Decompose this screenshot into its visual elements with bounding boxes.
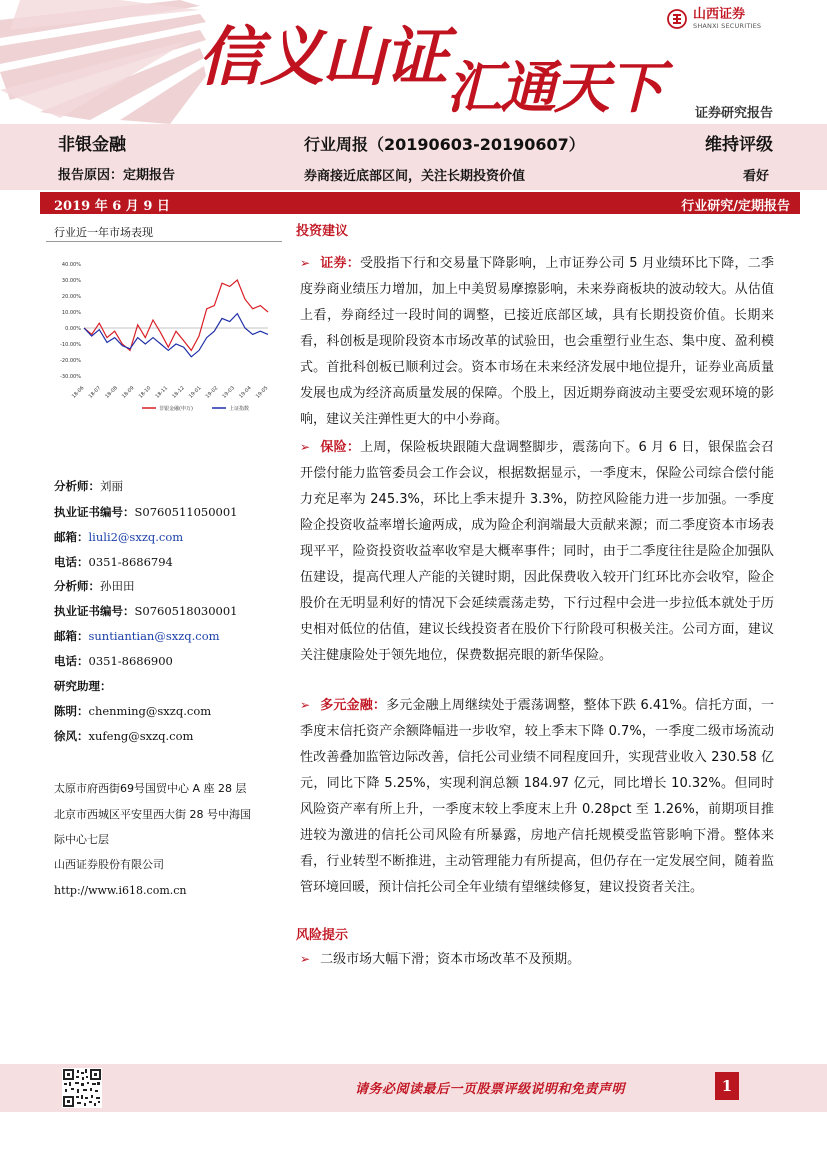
x-tick-label: 19-01 <box>187 385 203 400</box>
mail-label: 邮箱： <box>54 530 89 544</box>
x-tick-label: 18-06 <box>70 385 86 400</box>
x-tick-label: 18-09 <box>121 385 136 400</box>
reason-label: 报告原因： <box>58 168 124 183</box>
company-logo <box>667 8 761 30</box>
cert-value: S0760518030001 <box>134 604 238 618</box>
outlook: 看好 <box>742 169 769 184</box>
analyst-1 <box>54 478 123 494</box>
section-heading: 投资建议 <box>296 224 349 239</box>
x-tick-label: 18-10 <box>137 385 153 400</box>
analyst-2-tel <box>54 653 173 669</box>
analyst-2 <box>54 578 135 594</box>
address-line: 际中心七层 <box>54 833 109 846</box>
market-chart <box>46 244 282 422</box>
assistant-mail: chenming@sxzq.com <box>88 704 212 718</box>
bullet-arrow-icon: ➢ <box>300 256 311 270</box>
page-number: 1 <box>715 1072 739 1100</box>
analyst-1-tel <box>54 554 173 570</box>
report-date: 2019 年 6 月 9 日 <box>54 199 170 214</box>
header-banner <box>0 0 827 124</box>
analyst-name: 孙田田 <box>100 579 135 593</box>
qr-code-icon <box>62 1068 102 1108</box>
report-type: 证券研究报告 <box>694 106 773 121</box>
bullet-arrow-icon: ➢ <box>300 698 311 712</box>
y-tick-label: 40.00% <box>61 262 81 268</box>
x-tick-label: 18-08 <box>104 385 119 400</box>
cert-label: 执业证书编号： <box>54 604 135 618</box>
report-subtitle: 券商接近底部区间，关注长期投资价值 <box>304 169 526 184</box>
paragraph-securities <box>300 250 774 433</box>
y-tick-label: 0.00% <box>65 326 81 332</box>
paragraph-text: 受股指下行和交易量下降影响，上市证券公司 5 月业绩环比下降，二季度券商业绩压力增加，加上中美贸易摩擦影响，未来券商板块的波动较大。从估值上看，券商经过一段时间的调整，已接近底部区域，具有长期投资价值。长期来看，科创板是现阶段资本市场改革的试验田，也会重塑行业生态、集中度、盈利模式。首批科创板已顺利过会。资本市场在未来经济发展中地位提升，证券业高质量发展也成为经济高质量发展的保障。个股上，因近期券商波动主要受宏观环境的影响，建议关注弹性更大的中小券商。 <box>300 256 774 427</box>
y-tick-label: 20.00% <box>61 294 81 300</box>
company-full-name: 山西证券股份有限公司 <box>54 858 164 871</box>
bullet-arrow-icon: ➢ <box>300 952 311 966</box>
report-title: 行业周报（20190603-20190607） <box>304 135 585 154</box>
company-cn: 山西证券 <box>693 7 746 22</box>
email-link[interactable]: suntiantian@sxzq.com <box>88 629 220 643</box>
y-tick-label: -10.00% <box>60 342 81 348</box>
tel-value: 0351-8686900 <box>88 654 173 668</box>
assistant-mail: xufeng@sxzq.com <box>88 729 194 743</box>
reason-value: 定期报告 <box>123 168 176 183</box>
cert-value: S0760511050001 <box>134 505 238 519</box>
address-line: 北京市西城区平安里西大街 28 号中海国 <box>54 808 251 821</box>
section-heading: 风险提示 <box>296 928 349 943</box>
assistant-2 <box>54 728 193 744</box>
y-tick-label: -30.00% <box>60 374 81 380</box>
sector-name: 非银金融 <box>58 135 126 155</box>
disclaimer: 请务必阅读最后一页股票评级说明和免责声明 <box>355 1082 626 1097</box>
x-tick-label: 19-03 <box>221 385 236 400</box>
bullet-arrow-icon: ➢ <box>300 440 311 454</box>
slogan-a: 信义山证 <box>198 20 446 95</box>
paragraph-risk <box>300 946 774 973</box>
legend-label: 上证指数 <box>229 406 250 412</box>
analyst-label: 分析师： <box>54 579 100 593</box>
analyst-1-cert <box>54 504 238 520</box>
paragraph-text: 二级市场大幅下滑；资本市场改革不及预期。 <box>320 952 581 967</box>
rating: 维持评级 <box>705 135 773 155</box>
mail-label: 邮箱： <box>54 629 89 643</box>
analyst-label: 分析师： <box>54 479 100 493</box>
x-tick-label: 19-04 <box>238 385 253 400</box>
date-bar <box>40 192 800 214</box>
keyword: 多元金融： <box>320 698 387 713</box>
tel-label: 电话： <box>54 555 89 569</box>
analyst-1-mail <box>54 529 183 545</box>
x-tick-label: 19-02 <box>204 385 220 400</box>
x-tick-label: 19-05 <box>254 385 270 400</box>
company-en: SHANXI SECURITIES <box>693 22 762 30</box>
assistant-1 <box>54 703 211 719</box>
analyst-2-mail <box>54 628 220 644</box>
x-tick-label: 18-07 <box>87 385 103 400</box>
analyst-2-cert <box>54 603 238 619</box>
report-reason <box>58 164 175 183</box>
legend-label: 非银金融(申万) <box>159 406 193 412</box>
chart-title: 行业近一年市场表现 <box>54 226 153 239</box>
paragraph-text: 多元金融上周继续处于震荡调整，整体下跌 6.41%。信托方面，一季度末信托资产余额降幅进一步收窄，较上季末下降 0.7%，一季度二级市场流动性改善叠加监管边际改善，信托公司业绩不同程度回升，实现营业收入 230.58 亿元，同比下降 5.25%，实现利润总额 184.97 亿元，同比增长 10.32%。但同时风险资产率有所上升，一季度末较上季度末上升 0.28pct 至 1.26%，前期项目推进较为激进的信托公司风险有所暴露，房地产信托规模受监管影响下滑。整体来看，行业转型不断推进，主动管理能力有所提高，但仍存在一定发展空间，随着监管环境回暖，预计信托公司全年业绩有望继续修复，建议投资者关注。 <box>300 698 774 895</box>
y-tick-label: 30.00% <box>61 278 81 284</box>
tel-label: 电话： <box>54 654 89 668</box>
keyword: 保险： <box>320 440 361 455</box>
assistant-name: 陈明： <box>54 704 89 718</box>
website-link[interactable]: http://www.i618.com.cn <box>54 884 187 897</box>
logo-mark-icon <box>667 9 687 29</box>
slogan <box>198 6 662 121</box>
assistant-name: 徐风： <box>54 729 89 743</box>
chart-divider <box>46 241 282 242</box>
cert-label: 执业证书编号： <box>54 505 135 519</box>
address-line: 太原市府西街69号国贸中心 A 座 28 层 <box>54 782 247 795</box>
series-line-2 <box>84 314 268 357</box>
y-tick-label: 10.00% <box>61 310 81 316</box>
assistant-label: 研究助理： <box>54 679 112 693</box>
x-tick-label: 18-11 <box>154 385 170 400</box>
tel-value: 0351-8686794 <box>88 555 173 569</box>
paragraph-diversified <box>300 692 774 901</box>
x-tick-label: 18-12 <box>171 385 186 400</box>
paragraph-insurance <box>300 434 774 669</box>
paragraph-text: 上周，保险板块跟随大盘调整脚步，震荡向下。6 月 6 日，银保监会召开偿付能力监管委员会工作会议，根据数据显示，一季度末，保险公司综合偿付能力充足率为 245.3%，环比上季末提升 3.3%，防控风险能力进一步加强。一季度险企投资收益率增长逾两成，成为险企利润端最大贡献来源；而二季度资本市场表现平平，险资投资收益率收窄是大概率事件；同时，由于二季度往往是险企加强队伍建设，提高代理人产能的关键时期，因此保费收入较开门红环比亦会收窄，险企股价在无明显利好的情况下会延续震荡走势，下行过程中会进一步拉低本就处于历史相对低位的估值，建议长线投资者在股价下行阶段可积极关注。公司方面，建议关注健康险处于领先地位，保费数据亮眼的新华保险。 <box>300 440 774 663</box>
email-link[interactable]: liuli2@sxzq.com <box>88 530 184 544</box>
keyword: 证券： <box>320 256 361 271</box>
slogan-b: 汇通天下 <box>446 55 662 121</box>
report-category: 行业研究/定期报告 <box>681 199 790 214</box>
y-tick-label: -20.00% <box>60 358 81 364</box>
analyst-name: 刘丽 <box>100 479 123 493</box>
